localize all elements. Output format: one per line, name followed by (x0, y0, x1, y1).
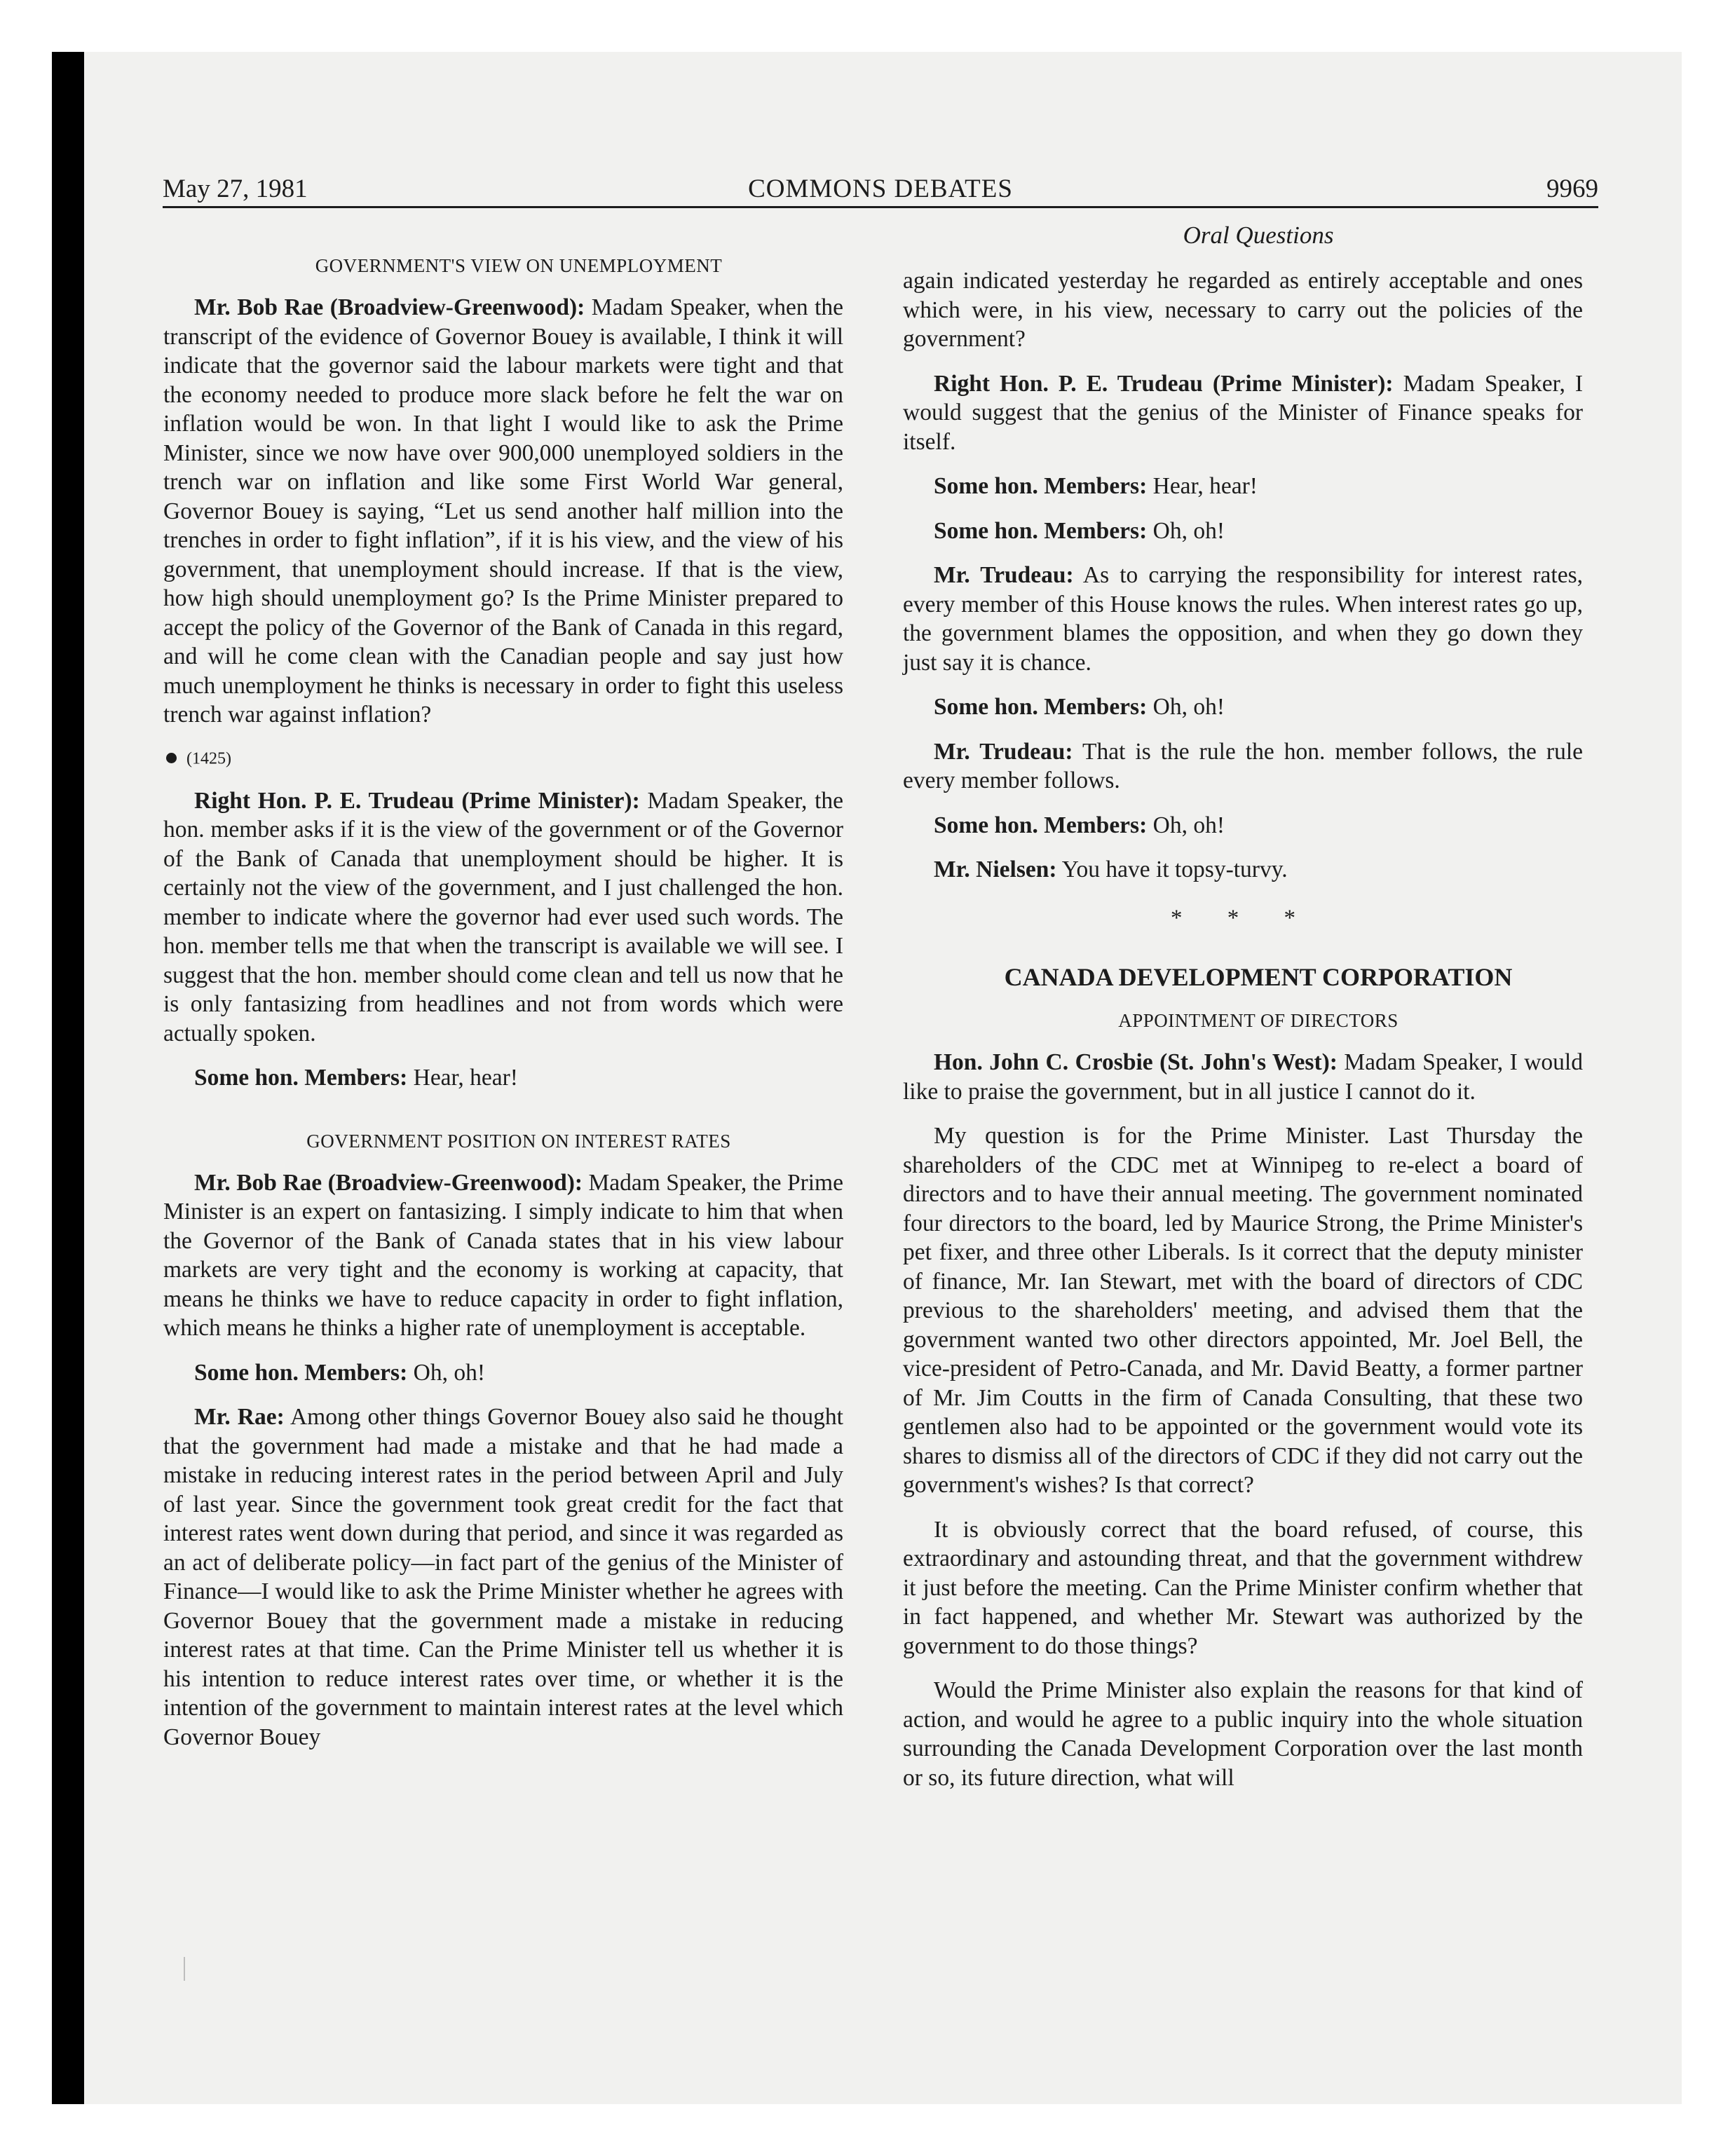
speech-crosbie-para-4: Would the Prime Minister also explain the reasons for that kind of action, and would he agree to a public inquiry into the whole situation surrounding the Canada Development Corporation over the last month or so, its future direction, what will (903, 1677, 1583, 1791)
section-heading-interest-rates: GOVERNMENT POSITION ON INTEREST RATES (306, 1130, 731, 1152)
speech-text: Madam Speaker, the hon. member asks if it is the view of the government or of the Governor of the Bank of Canada that unemployment should be higher. It is certainly not the view of the government, and I just challenged the hon. member to indicate where the governor had ever used such words. The hon. member tells me that when the transcript is available we will see. I suggest that the hon. member should come clean and tell us now that he is only fantasizing from headlines and not from words which were actually spoken. (163, 787, 843, 1046)
speech-trudeau-1 (163, 786, 843, 1049)
interjection-2 (163, 1358, 843, 1388)
speech-text: You have it topsy-turvy. (1061, 857, 1288, 882)
running-head (163, 171, 1598, 207)
bullet-icon (166, 753, 177, 763)
speech-crosbie-para-2: My question is for the Prime Minister. Last Thursday the shareholders of the CDC met at Winnipeg to re-elect a board of directors and to have their annual meeting. The government nominated four directors to the board, led by Maurice Strong, the Prime Minister's pet fixer, and three other Liberals. Is it correct that the deputy minister of finance, Mr. Ian Stewart, met with the board of directors of CDC previous to the shareholders' meeting, and advised them that the government wanted two other directors appointed, Mr. Joel Bell, the vice-president of Petro-Canada, and Mr. David Beatty, a former partner of Mr. Jim Coutts in the firm of Canada Consulting, that these two gentlemen also had to be appointed or the government would vote its shares to dismiss all of the directors of CDC if they did not carry out the government's wishes? Is that correct? (903, 1123, 1583, 1498)
section-heading-unemployment: GOVERNMENT'S VIEW ON UNEMPLOYMENT (315, 255, 723, 276)
speech-trudeau-4 (903, 737, 1583, 796)
section-heading-directors: APPOINTMENT OF DIRECTORS (1118, 1010, 1399, 1031)
speech-text: Among other things Governor Bouey also said he thought that the government had made a mistake and that he had made a mistake in reducing interest rates in the period between April and July of last year. Since the government took great credit for the fact that interest rates went down during that period, and since it was regarded as an act of deliberate policy—in fact part of the genius of the Minister of Finance—I would like to ask the Prime Minister whether he agrees with Governor Bouey that the government made a mistake in reducing interest rates at that time. Can the Prime Minister tell us whether it is his intention to reduce interest rates over time, or whether it is the intention of the government to maintain interest rates at the level which Governor Bouey (163, 1404, 843, 1750)
speaker-name: Mr. Rae: (194, 1404, 285, 1431)
speaker-name: Mr. Nielsen: (934, 857, 1057, 882)
left-column (163, 254, 843, 1767)
time-marker (166, 745, 843, 771)
speech-rae-2 (163, 1168, 843, 1343)
time-code: (1425) (186, 749, 231, 767)
speaker-name: Some hon. Members: (934, 517, 1148, 544)
speech-text: Oh, oh! (1152, 812, 1225, 838)
speaker-name: Hon. John C. Crosbie (St. John's West): (934, 1049, 1338, 1075)
speech-trudeau-3 (903, 561, 1583, 677)
major-heading: CANADA DEVELOPMENT CORPORATION (1004, 963, 1513, 991)
margin-mark (184, 1957, 185, 1981)
header-page-number: 9969 (1546, 175, 1598, 203)
speech-rae-3 (163, 1403, 843, 1752)
speech-text: Madam Speaker, when the transcript of the evidence of Governor Bouey is available, I think it will indicate that the governor said the labour markets were tight and that the economy needed to produce more slack before he felt the war on inflation would be won. In that light I would like to ask the Prime Minister, since we now have over 900,000 unemployed soldiers in the trench war on inflation and like some First World War general, Governor Bouey is saying, “Let us send another half million into the trenches in order to fight inflation”, if it is his view, and the view of his government, that unemployment should increase. If that is the view, how high should unemployment go? Is the Prime Minister prepared to accept the policy of the Governor of the Bank of Canada in this regard, and will he come clean with the Canadian people and say just how much unemployment he thinks is necessary in order to fight this useless trench war against inflation? (163, 294, 844, 728)
speech-crosbie (903, 1048, 1583, 1106)
speaker-name: Some hon. Members: (934, 694, 1148, 720)
speaker-name: Mr. Trudeau: (934, 562, 1074, 588)
speech-text: As to carrying the responsibility for interest rates, every member of this House knows the rules. When interest rates go up, the government blames the opposition, and when they go down they just say it is chance. (903, 562, 1584, 676)
interjection-6 (903, 811, 1583, 840)
speech-text: Hear, hear! (413, 1065, 518, 1091)
section-separator: * * * (1171, 905, 1315, 931)
header-publication: COMMONS DEBATES (748, 175, 1013, 203)
header-date: May 27, 1981 (163, 175, 308, 203)
speech-text: Hear, hear! (1152, 473, 1258, 499)
speech-trudeau-2 (903, 369, 1583, 457)
speaker-name: Right Hon. P. E. Trudeau (Prime Minister): (934, 370, 1394, 397)
section-subhead: Oral Questions (1183, 221, 1334, 249)
speech-text: That is the rule the hon. member follows, the rule every member follows. (903, 738, 1583, 793)
speech-text: Madam Speaker, I would like to praise the government, but in all justice I cannot do it. (903, 1049, 1583, 1105)
speech-text: Oh, oh! (1152, 694, 1225, 720)
speaker-name: Some hon. Members: (194, 1359, 408, 1386)
speaker-name: Mr. Bob Rae (Broadview-Greenwood): (194, 294, 585, 320)
speech-rae-1 (163, 293, 843, 730)
speaker-name: Mr. Bob Rae (Broadview-Greenwood): (194, 1169, 583, 1196)
speaker-name: Right Hon. P. E. Trudeau (Prime Minister): (194, 787, 640, 814)
header-rule (163, 206, 1598, 208)
interjection-5 (903, 692, 1583, 722)
speaker-name: Mr. Trudeau: (934, 738, 1073, 765)
interjection-1 (163, 1063, 843, 1093)
speech-continuation: again indicated yesterday he regarded as entirely acceptable and ones which were, in his view, necessary to carry out the policies of the government? (903, 268, 1583, 352)
speech-text: Madam Speaker, I would suggest that the genius of the Minister of Finance speaks for itself. (903, 370, 1583, 455)
speech-nielsen (903, 855, 1583, 885)
speech-text: Madam Speaker, the Prime Minister is an expert on fantasizing. I simply indicate to him that when the Governor of the Bank of Canada states that in his view labour markets are very tight and the economy is working at capacity, that means he thinks we have to reduce capacity in order to fight inflation, which means he thinks a higher rate of unemployment is acceptable. (163, 1169, 843, 1342)
speech-text: Oh, oh! (413, 1359, 485, 1386)
interjection-3 (903, 472, 1583, 501)
interjection-4 (903, 517, 1583, 546)
speaker-name: Some hon. Members: (934, 473, 1148, 499)
speaker-name: Some hon. Members: (194, 1065, 408, 1091)
right-column (903, 220, 1583, 1808)
speech-text: Oh, oh! (1152, 517, 1225, 544)
speaker-name: Some hon. Members: (934, 812, 1148, 838)
binding-edge (52, 52, 84, 2104)
speech-crosbie-para-3: It is obviously correct that the board refused, of course, this extraordinary and astounding threat, and that the government withdrew it just before the meeting. Can the Prime Minister confirm whether that in fact happened, and whether Mr. Stewart was authorized by the government to do those things? (903, 1516, 1583, 1659)
